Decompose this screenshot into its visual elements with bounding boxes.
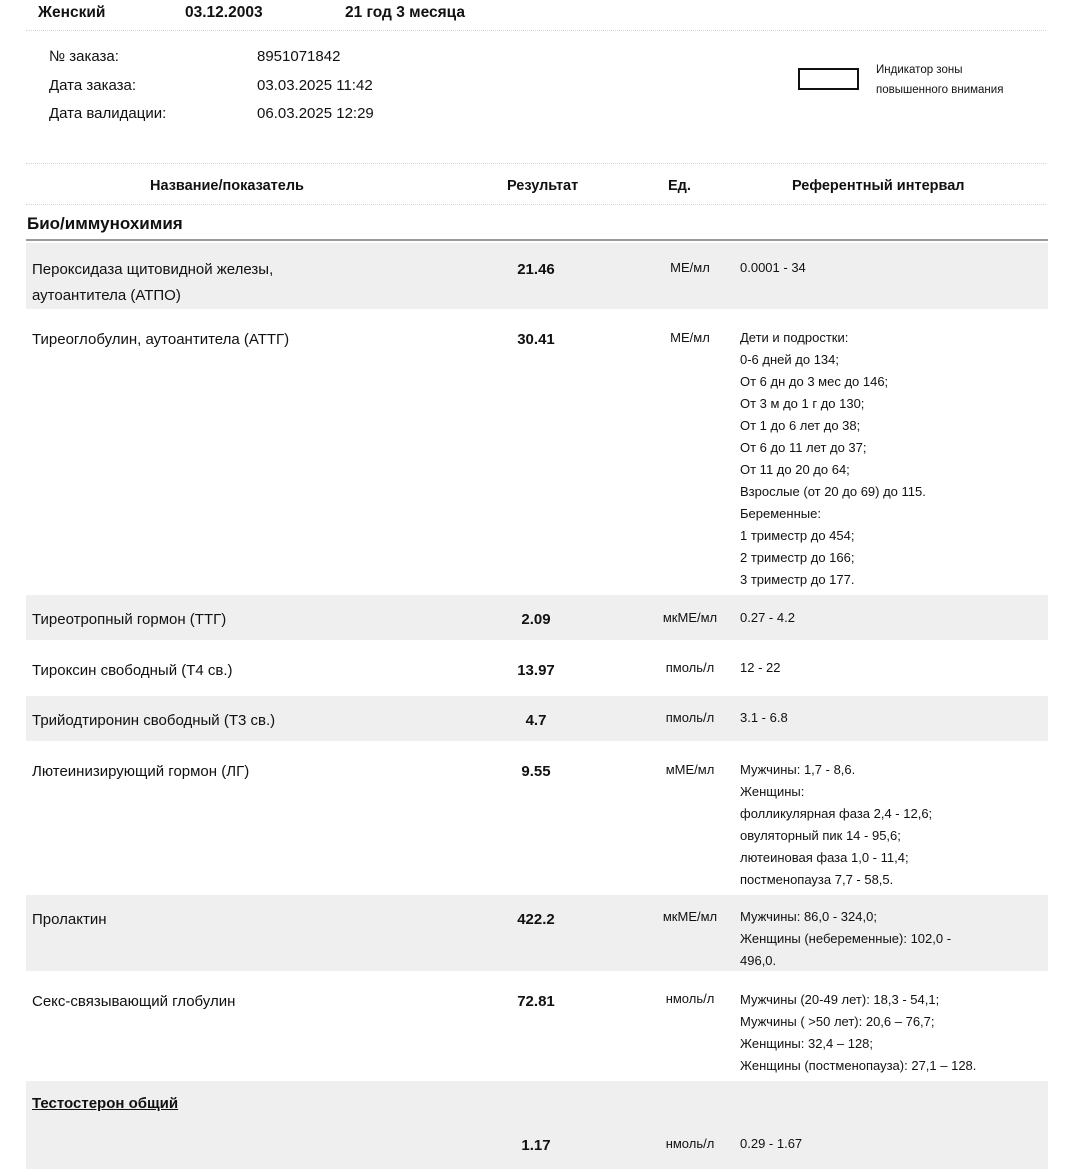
- indicator-line-2: повышенного внимания: [876, 84, 1004, 96]
- table-row: [26, 309, 1048, 595]
- order-number-label: № заказа:: [49, 48, 119, 65]
- test-name: Тиреотропный гормон (ТТГ): [32, 611, 227, 628]
- patient-birth-date: 03.12.2003: [185, 4, 263, 21]
- test-name: Секс-связывающий глобулин: [32, 993, 236, 1010]
- reference-line: 0.0001 - 34: [740, 260, 806, 275]
- table-row: [26, 243, 1048, 309]
- test-result: 21.46: [517, 261, 555, 278]
- reference-line: Женщины:: [740, 784, 805, 799]
- section-rule: [26, 239, 1048, 241]
- reference-line: Беременные:: [740, 506, 821, 521]
- column-header-reference: Референтный интервал: [792, 178, 965, 194]
- reference-interval: [740, 1133, 1040, 1155]
- divider: [26, 204, 1046, 205]
- reference-line: 3 триместр до 177.: [740, 572, 855, 587]
- test-name: Пролактин: [32, 911, 107, 928]
- test-unit: пмоль/л: [665, 660, 715, 675]
- reference-line: 12 - 22: [740, 660, 781, 675]
- test-result: 2.09: [521, 611, 551, 628]
- test-name: Пероксидаза щитовидной железы, аутоантитела (АТПО): [32, 261, 274, 304]
- test-name: Тироксин свободный (Т4 св.): [32, 662, 233, 679]
- test-result: 30.41: [517, 331, 555, 348]
- reference-line: От 3 м до 1 г до 130;: [740, 396, 865, 411]
- column-header-name: Название/показатель: [150, 178, 304, 194]
- divider: [26, 30, 1046, 31]
- validation-date: 06.03.2025 12:29: [257, 105, 374, 122]
- table-row: [26, 696, 1048, 741]
- reference-line: От 6 до 11 лет до 37;: [740, 440, 867, 455]
- column-header-result: Результат: [507, 178, 579, 194]
- indicator-line-1: Индикатор зоны: [876, 64, 963, 76]
- reference-line: Женщины: 32,4 – 128;: [740, 1036, 874, 1051]
- test-name: Трийодтиронин свободный (Т3 св.): [32, 712, 276, 729]
- reference-line: 0.27 - 4.2: [740, 610, 795, 625]
- reference-interval: [740, 607, 1040, 629]
- reference-interval: [740, 257, 1040, 279]
- test-result: 13.97: [517, 662, 555, 679]
- test-result: 4.7: [525, 712, 547, 729]
- reference-line: Мужчины: 1,7 - 8,6.: [740, 762, 856, 777]
- reference-line: 1 триместр до 454;: [740, 528, 855, 543]
- test-unit: МЕ/мл: [670, 260, 710, 275]
- reference-line: Женщины (постменопауза): 27,1 – 128.: [740, 1058, 977, 1073]
- test-unit: мМЕ/мл: [665, 762, 715, 777]
- test-name: Тиреоглобулин, аутоантитела (АТТГ): [32, 331, 290, 348]
- reference-interval: [740, 707, 1040, 729]
- reference-line: 496,0.: [740, 953, 777, 968]
- reference-line: овуляторный пик 14 - 95,6;: [740, 828, 901, 843]
- divider: [26, 163, 1046, 164]
- order-date: 03.03.2025 11:42: [257, 76, 373, 94]
- table-row: [26, 640, 1048, 696]
- reference-line: Мужчины (20-49 лет): 18,3 - 54,1;: [740, 992, 940, 1007]
- table-row: [26, 595, 1048, 640]
- test-result: 72.81: [517, 993, 555, 1010]
- reference-interval: [740, 906, 1040, 972]
- test-result: 9.55: [521, 763, 551, 780]
- reference-line: 0-6 дней до 134;: [740, 352, 839, 367]
- reference-line: фолликулярная фаза 2,4 - 12,6;: [740, 806, 933, 821]
- table-row: [26, 971, 1048, 1081]
- reference-interval: [740, 327, 1040, 591]
- order-number: 8951071842: [257, 48, 341, 65]
- table-row: [26, 741, 1048, 895]
- test-group-name: Тестостерон общий: [32, 1095, 179, 1112]
- validation-date-label: Дата валидации:: [49, 105, 167, 122]
- test-unit: мкМЕ/мл: [662, 909, 718, 924]
- reference-line: 0.29 - 1.67: [740, 1136, 803, 1151]
- reference-line: Взрослые (от 20 до 69) до 115.: [740, 484, 926, 499]
- test-unit: нмоль/л: [665, 991, 715, 1006]
- reference-line: Мужчины ( >50 лет): 20,6 – 76,7;: [740, 1014, 935, 1029]
- patient-sex: Женский: [38, 4, 106, 21]
- attention-indicator-legend: [876, 60, 1046, 100]
- reference-interval: [740, 989, 1040, 1077]
- table-row: [26, 1081, 1048, 1169]
- test-name: Лютеинизирующий гормон (ЛГ): [32, 763, 250, 780]
- reference-line: постменопауза 7,7 - 58,5.: [740, 872, 894, 887]
- test-result: 422.2: [517, 911, 555, 928]
- test-unit: нмоль/л: [665, 1136, 715, 1151]
- reference-line: От 1 до 6 лет до 38;: [740, 418, 861, 433]
- table-row: [26, 895, 1048, 971]
- attention-indicator-swatch: [798, 68, 859, 90]
- section-title: Био/иммунохимия: [27, 214, 183, 233]
- reference-line: Мужчины: 86,0 - 324,0;: [740, 909, 877, 924]
- reference-interval: [740, 657, 1040, 679]
- reference-line: Женщины (небеременные): 102,0 -: [740, 931, 952, 946]
- order-date-label: Дата заказа:: [49, 76, 137, 94]
- reference-line: От 6 дн до 3 мес до 146;: [740, 374, 889, 389]
- test-unit: МЕ/мл: [670, 330, 710, 345]
- reference-line: 2 триместр до 166;: [740, 550, 855, 565]
- reference-line: лютеиновая фаза 1,0 - 11,4;: [740, 850, 909, 865]
- reference-interval: [740, 759, 1040, 891]
- test-unit: мкМЕ/мл: [662, 610, 718, 625]
- test-unit: пмоль/л: [665, 710, 715, 725]
- reference-line: Дети и подростки:: [740, 330, 849, 345]
- test-result: 1.17: [521, 1137, 551, 1154]
- reference-line: 3.1 - 6.8: [740, 710, 788, 725]
- reference-line: От 11 до 20 до 64;: [740, 462, 850, 477]
- column-header-unit: Ед.: [668, 178, 691, 194]
- patient-age: 21 год 3 месяца: [345, 4, 466, 21]
